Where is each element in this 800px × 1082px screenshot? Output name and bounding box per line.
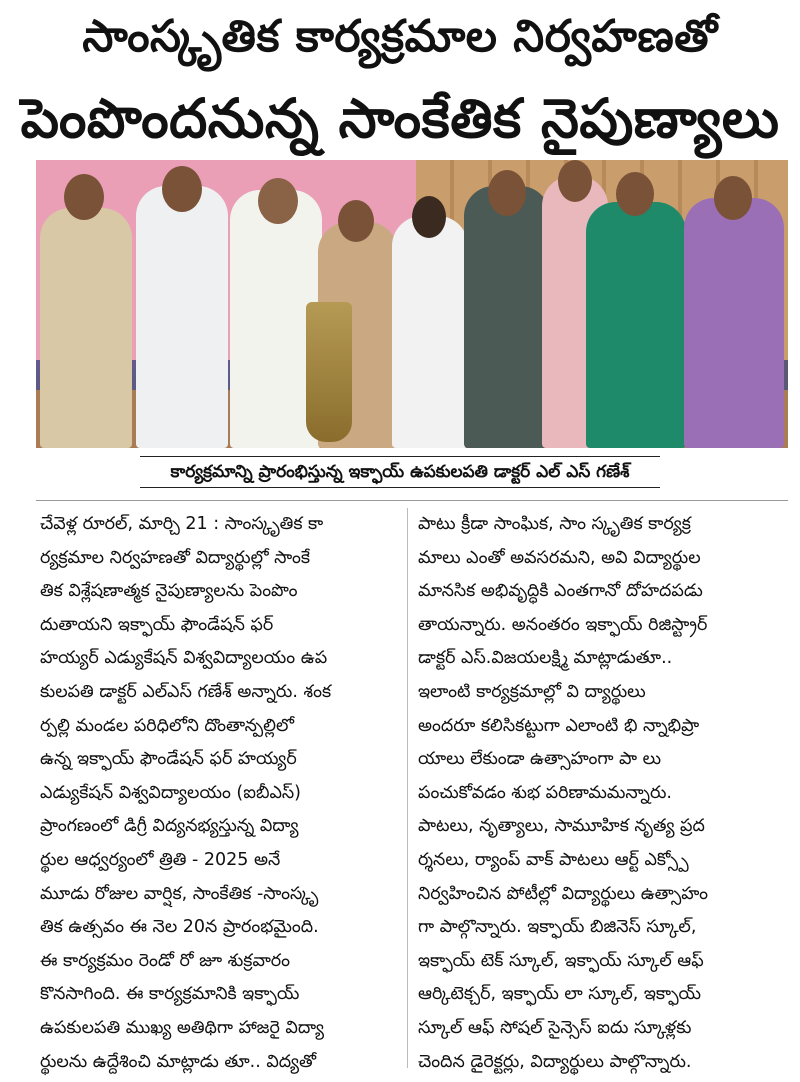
article-column-left: [40, 508, 400, 1079]
person-8-head: [616, 172, 654, 216]
article-line: ఇక్ఫాయ్ టెక్ స్కూల్, ఇక్ఫాయ్ స్కూల్ ఆఫ్: [418, 950, 704, 971]
article-line: చేవెళ్ల రూరల్, మార్చి 21 : సాంస్కృతిక కా: [40, 514, 324, 534]
article-line: ఆర్కిటెక్చర్, ఇక్ఫాయ్ లా స్కూల్, ఇక్ఫాయ్: [418, 984, 702, 1005]
headline-line-2: పెంపొందనున్న సాంకేతిక నైపుణ్యాలు: [20, 87, 780, 150]
article-line: దుతాయని ఇక్ఫాయ్ ఫౌండేషన్ ఫర్: [40, 614, 274, 635]
article-line: తాయన్నారు. అనంతరం ఇక్ఫాయ్ రిజిస్ట్రార్: [418, 614, 708, 635]
article-line: మూడు రోజుల వార్షిక, సాంకేతిక -సాంస్కృ: [40, 883, 319, 904]
article-line: తిక విశ్లేషణాత్మక నైపుణ్యాలను పెంపొం: [40, 581, 298, 602]
column-rule: [407, 508, 408, 1068]
article-line: పంచుకోవడం శుభ పరిణామమన్నారు.: [418, 782, 672, 803]
person-8: [586, 202, 686, 448]
person-1: [40, 208, 132, 448]
article-line: యాలు లేకుండా ఉత్సాహంగా పా లు: [418, 749, 662, 770]
article-line: ర్థులను ఉద్దేశించి మాట్లాడు తూ.. విద్యతో: [40, 1051, 317, 1072]
person-2: [136, 186, 228, 448]
article-line: ఎడ్యుకేషన్ విశ్వవిద్యాలయం (ఐబీఎస్): [40, 782, 301, 803]
photo-caption-bar: [140, 456, 660, 488]
article-line: స్కూల్ ఆఫ్ సోషల్ సైన్సెస్ ఐదు స్కూళ్లకు: [418, 1017, 692, 1038]
article-line: ర్యక్రమాల నిర్వహణతో విద్యార్థుల్లో సాంకే: [40, 547, 310, 568]
article-line: పాటు క్రీడా సాంఘిక, సాం స్కృతిక కార్యక్ర: [418, 514, 691, 534]
person-3-head: [258, 178, 298, 224]
article-line: పాటలు, నృత్యాలు, సామూహిక నృత్య ప్రద: [418, 816, 705, 837]
person-9: [684, 198, 784, 448]
event-photo: [36, 160, 788, 448]
oil-lamp: [306, 302, 352, 442]
article-line: మానసిక అభివృద్ధికి ఎంతగానో దోహదపడు: [418, 581, 703, 602]
person-6-head: [488, 170, 526, 216]
article-line: ర్శనలు, ర్యాంప్ వాక్ పాటలు ఆర్ట్ ఎక్స్పో: [418, 849, 689, 870]
headline-line-1: సాంస్కృతిక కార్యక్రమాల నిర్వహణతో: [82, 11, 718, 62]
person-9-head: [714, 176, 752, 220]
article-line: తిక ఉత్సవం ఈ నెల 20న ప్రారంభమైంది.: [40, 917, 319, 938]
person-6: [464, 186, 550, 448]
article-line: కొనసాగింది. ఈ కార్యక్రమానికి ఇక్ఫాయ్: [40, 984, 300, 1005]
article-line: హయ్యర్ ఎడ్యుకేషన్ విశ్వవిద్యాలయం ఉప: [40, 648, 328, 669]
person-7-head: [558, 160, 592, 202]
person-5: [392, 216, 468, 448]
article-line: ఇలాంటి కార్యక్రమాల్లో వి ద్యార్థులు: [418, 681, 646, 702]
article-column-right: [418, 508, 778, 1079]
article-line: నిర్వహించిన పోటీల్లో విద్యార్థులు ఉత్సాహం: [418, 883, 709, 904]
article-line: అందరూ కలిసికట్టుగా ఎలాంటి భి న్నాభిప్రా: [418, 715, 700, 736]
person-5-head: [412, 196, 446, 238]
photo-caption: కార్యక్రమాన్ని ప్రారంభిస్తున్న ఇక్ఫాయ్ ఉపకులపతి డాక్టర్ ఎల్ ఎస్ గణేశ్: [170, 462, 630, 482]
article-line: గా పాల్గొన్నారు. ఇక్ఫాయ్ బిజినెస్ స్కూల్,: [418, 917, 697, 938]
article-line: ఉన్న ఇక్ఫాయ్ ఫౌండేషన్ ఫర్ హయ్యర్: [40, 749, 297, 770]
article-line: ఉపకులపతి ముఖ్య అతిథిగా హాజరై విద్యా: [40, 1017, 325, 1038]
article-line: చెందిన డైరెక్టర్లు, విద్యార్థులు పాల్గొన్నారు.: [418, 1051, 692, 1072]
section-divider: [36, 500, 788, 501]
article-line: ర్పల్లి మండల పరిధిలోని దొంతాన్పల్లిలో: [40, 715, 294, 736]
article-line: మాలు ఎంతో అవసరమని, అవి విద్యార్థుల: [418, 547, 701, 568]
article-line: ర్థుల ఆధ్వర్యంలో త్రితి - 2025 అనే: [40, 849, 281, 870]
person-4-head: [338, 200, 374, 242]
article-line: ఈ కార్యక్రమం రెండో రో జూ శుక్రవారం: [40, 950, 291, 971]
person-1-head: [64, 174, 104, 220]
person-2-head: [162, 166, 202, 212]
article-line: ప్రాంగణంలో డిగ్రీ విద్యనభ్యస్తున్న విద్యా: [40, 816, 299, 837]
article-line: డాక్టర్ ఎస్.విజయలక్ష్మి మాట్లాడుతూ..: [418, 648, 673, 669]
article-line: కులపతి డాక్టర్ ఎల్ఎస్ గణేశ్ అన్నారు. శంక: [40, 681, 332, 702]
